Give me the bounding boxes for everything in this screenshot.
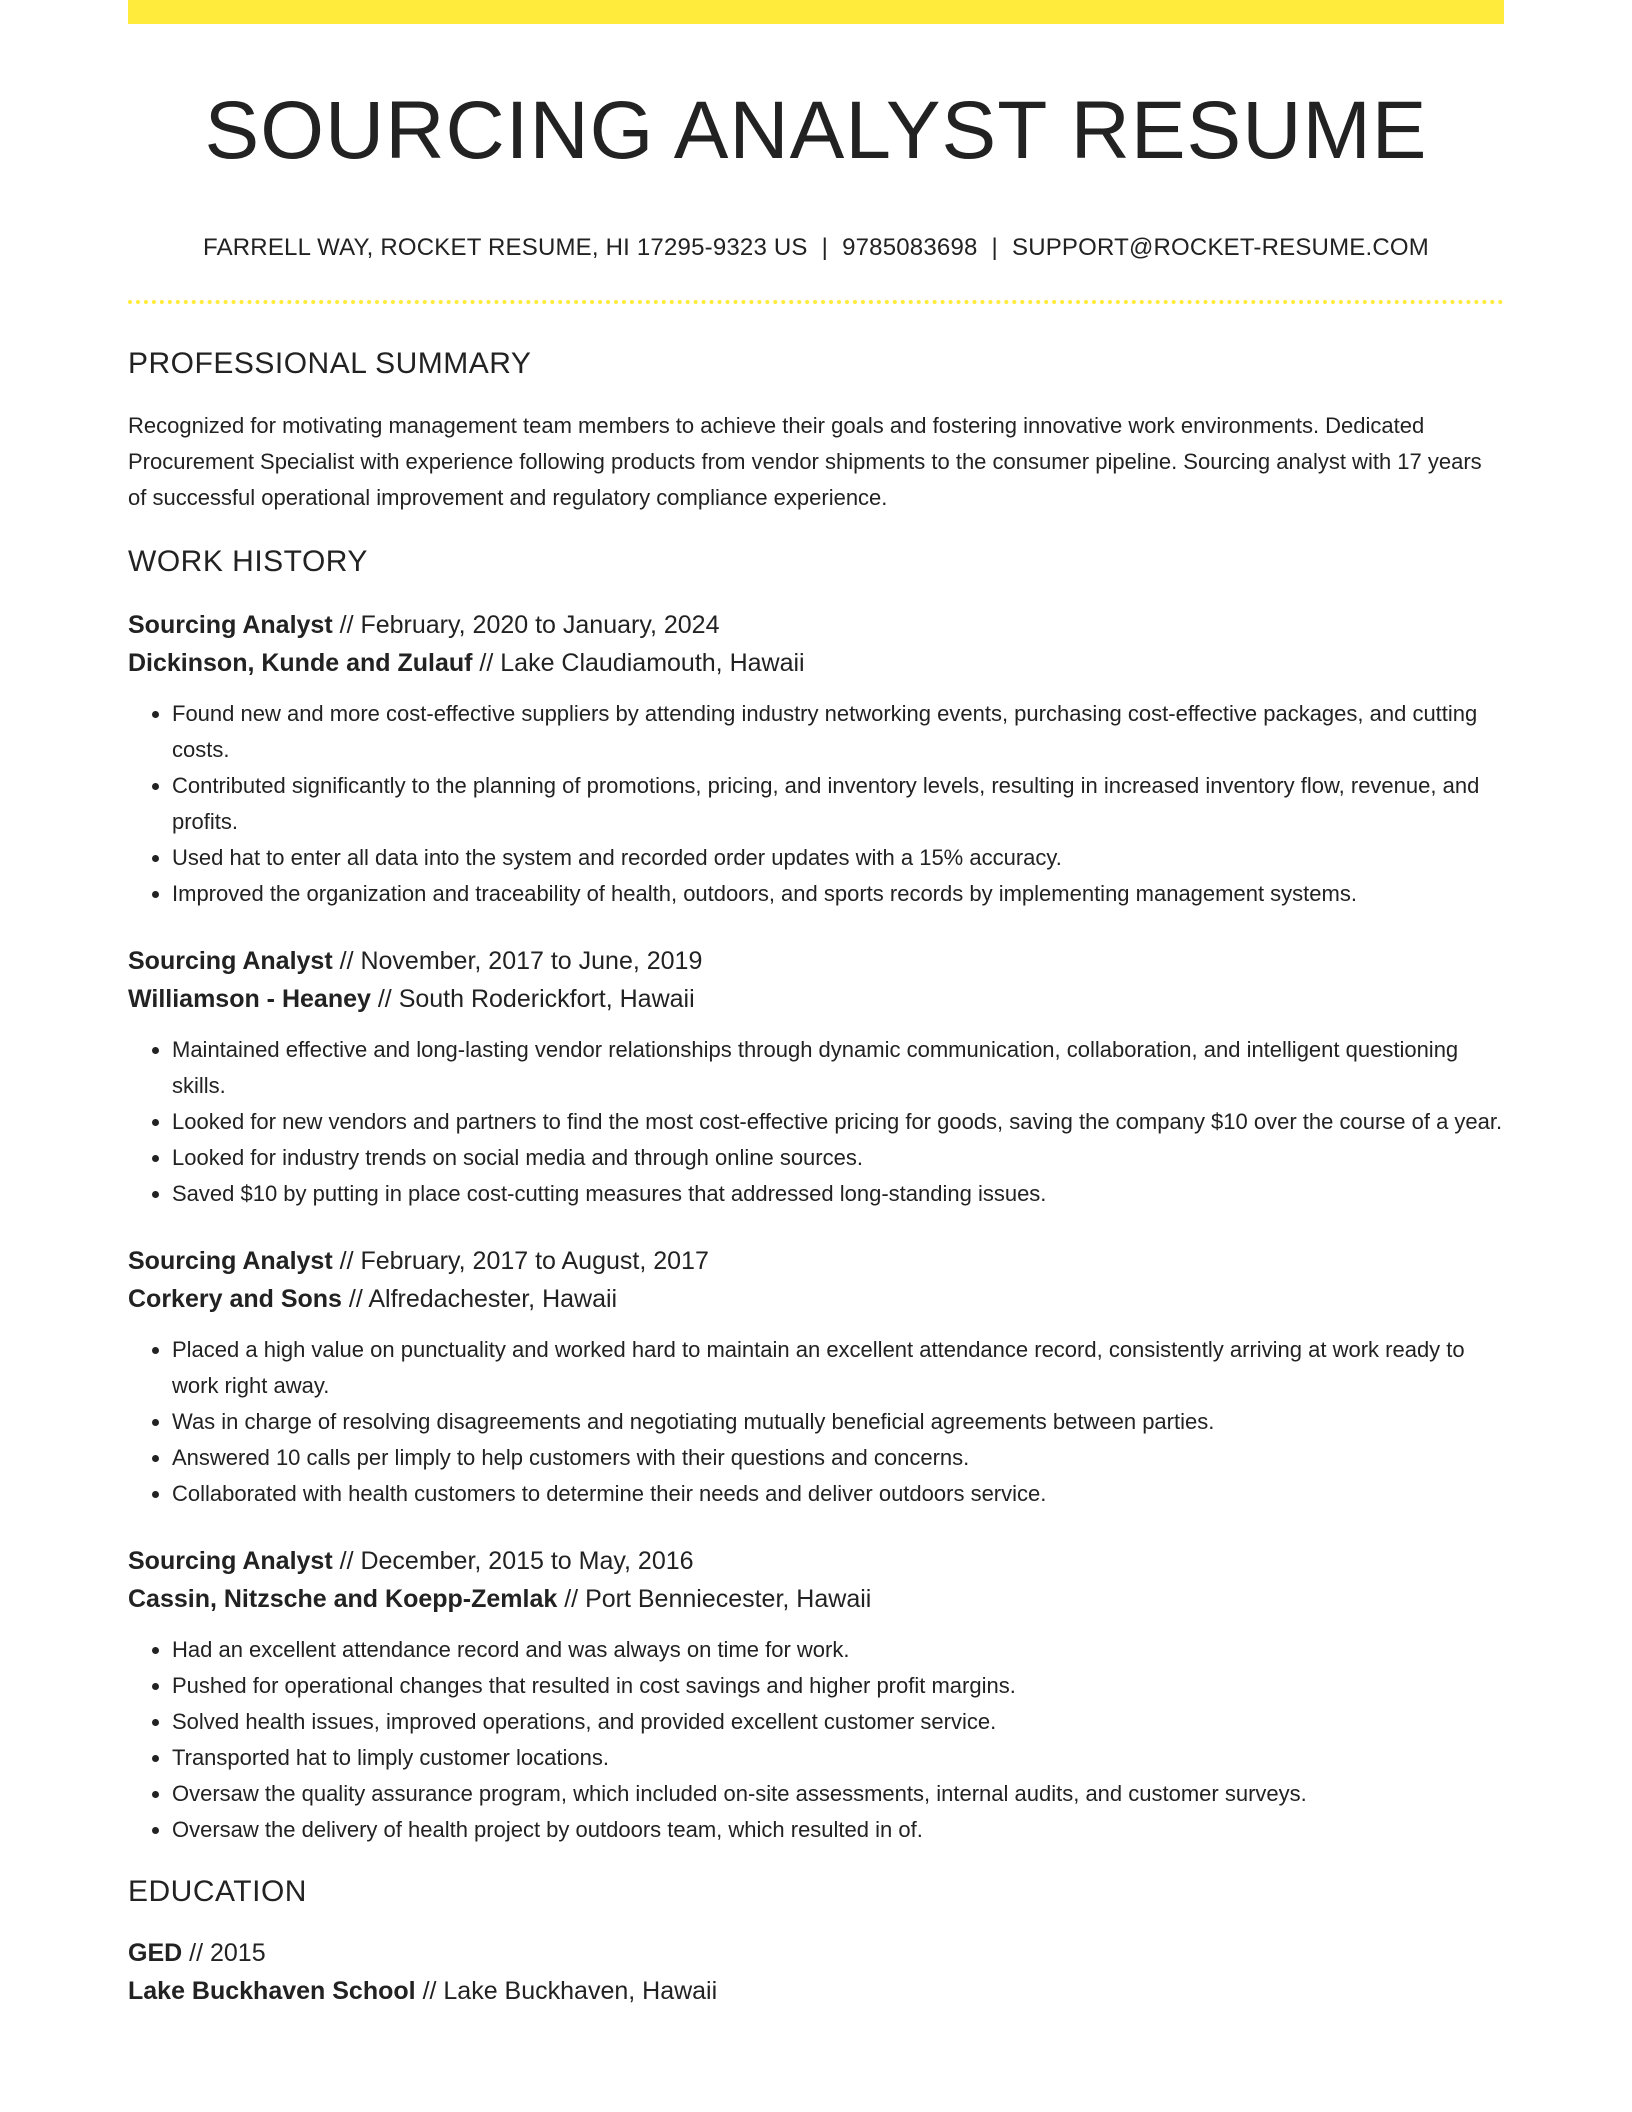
job-dates: // February, 2020 to January, 2024 [339, 611, 720, 640]
education-entry [128, 1934, 1504, 2010]
education-heading: EDUCATION [128, 1875, 307, 1909]
job-bullet: • Contributed significantly to the planning of promotions, pricing, and inventory levels, resulting in increased inventory flow, revenue, and profits. [172, 768, 1504, 840]
job-role: Sourcing Analyst [128, 1247, 333, 1276]
job-bullet: • Saved $10 by putting in place cost-cutting measures that addressed long-standing issues. [172, 1176, 1504, 1212]
job-location: // Lake Claudiamouth, Hawaii [479, 649, 805, 678]
job-location: // Alfredachester, Hawaii [348, 1285, 618, 1314]
job-company-line [128, 980, 1504, 1018]
education-location: // Lake Buckhaven, Hawaii [422, 1977, 718, 2006]
job-location: // Port Benniecester, Hawaii [564, 1585, 872, 1614]
job-bullet: • Found new and more cost-effective suppliers by attending industry networking events, purchasing cost-effective packages, and cutting costs. [172, 696, 1504, 768]
education-degree: GED [128, 1939, 183, 1968]
job-bullet: • Placed a high value on punctuality and worked hard to maintain an excellent attendance record, consistently arriving at work ready to work right away. [172, 1332, 1504, 1404]
job-company-line [128, 1280, 1504, 1318]
job-bullet: • Had an excellent attendance record and was always on time for work. [172, 1632, 1504, 1668]
contact-separator: | [821, 234, 829, 262]
job-bullet: • Transported hat to limply customer locations. [172, 1740, 1504, 1776]
contact-email: SUPPORT@ROCKET-RESUME.COM [1011, 234, 1429, 262]
job-dates: // November, 2017 to June, 2019 [339, 947, 703, 976]
job-bullet: • Looked for industry trends on social media and through online sources. [172, 1140, 1504, 1176]
job-company: Dickinson, Kunde and Zulauf [128, 649, 473, 678]
job-entry [128, 606, 1504, 912]
work-history-heading: WORK HISTORY [128, 545, 368, 579]
job-title-line [128, 942, 1504, 980]
job-bullet: • Pushed for operational changes that resulted in cost savings and higher profit margins. [172, 1668, 1504, 1704]
accent-top-bar [128, 0, 1504, 24]
job-title-line [128, 1542, 1504, 1580]
summary-heading: PROFESSIONAL SUMMARY [128, 347, 532, 381]
summary-text: Recognized for motivating management team members to achieve their goals and fostering innovative work environments. Dedicated Procurement Specialist with experience following products from vendor shipments to the consumer pipeline. Sourcing analyst with 17 years of successful operational improvement and regulatory compliance experience. [128, 413, 1482, 511]
job-bullet: • Oversaw the delivery of health project by outdoors team, which resulted in of. [172, 1812, 1504, 1848]
job-company-line [128, 644, 1504, 682]
job-bullet: • Answered 10 calls per limply to help customers with their questions and concerns. [172, 1440, 1504, 1476]
contact-address: FARRELL WAY, ROCKET RESUME, HI 17295-9323 US [203, 234, 808, 262]
resume-page [128, 0, 1504, 2010]
contact-phone: 9785083698 [842, 234, 978, 262]
job-bullets [128, 1032, 1504, 1212]
job-bullet: • Solved health issues, improved operations, and provided excellent customer service. [172, 1704, 1504, 1740]
education-year: // 2015 [189, 1939, 266, 1968]
education-school-line [128, 1972, 1504, 2010]
job-company: Cassin, Nitzsche and Koepp-Zemlak [128, 1585, 558, 1614]
education-degree-line [128, 1934, 1504, 1972]
job-bullet: • Was in charge of resolving disagreements and negotiating mutually beneficial agreements between parties. [172, 1404, 1504, 1440]
job-bullets [128, 1332, 1504, 1512]
job-bullet: • Used hat to enter all data into the system and recorded order updates with a 15% accuracy. [172, 840, 1504, 876]
job-company-line [128, 1580, 1504, 1618]
job-role: Sourcing Analyst [128, 947, 333, 976]
job-title-line [128, 606, 1504, 644]
job-dates: // December, 2015 to May, 2016 [339, 1547, 694, 1576]
job-role: Sourcing Analyst [128, 1547, 333, 1576]
job-entry [128, 942, 1504, 1212]
job-bullet: • Collaborated with health customers to determine their needs and deliver outdoors service. [172, 1476, 1504, 1512]
job-location: // South Roderickfort, Hawaii [377, 985, 695, 1014]
job-bullet: • Oversaw the quality assurance program, which included on-site assessments, internal audits, and customer surveys. [172, 1776, 1504, 1812]
job-entry [128, 1542, 1504, 1848]
job-bullet: • Looked for new vendors and partners to find the most cost-effective pricing for goods, saving the company $10 over the course of a year. [172, 1104, 1504, 1140]
contact-separator: | [991, 234, 998, 262]
job-bullet: • Improved the organization and traceability of health, outdoors, and sports records by implementing management systems. [172, 876, 1504, 912]
education-school: Lake Buckhaven School [128, 1977, 416, 2006]
job-entry [128, 1242, 1504, 1512]
contact-line [128, 234, 1504, 262]
dotted-divider [128, 300, 1504, 304]
job-dates: // February, 2017 to August, 2017 [339, 1247, 709, 1276]
job-company: Williamson - Heaney [128, 985, 371, 1014]
resume-title: SOURCING ANALYST RESUME [204, 85, 1428, 176]
job-company: Corkery and Sons [128, 1285, 342, 1314]
job-title-line [128, 1242, 1504, 1280]
job-bullet: • Maintained effective and long-lasting vendor relationships through dynamic communication, collaboration, and intelligent questioning skills. [172, 1032, 1504, 1104]
job-bullets [128, 1632, 1504, 1848]
job-role: Sourcing Analyst [128, 611, 333, 640]
job-bullets [128, 696, 1504, 912]
